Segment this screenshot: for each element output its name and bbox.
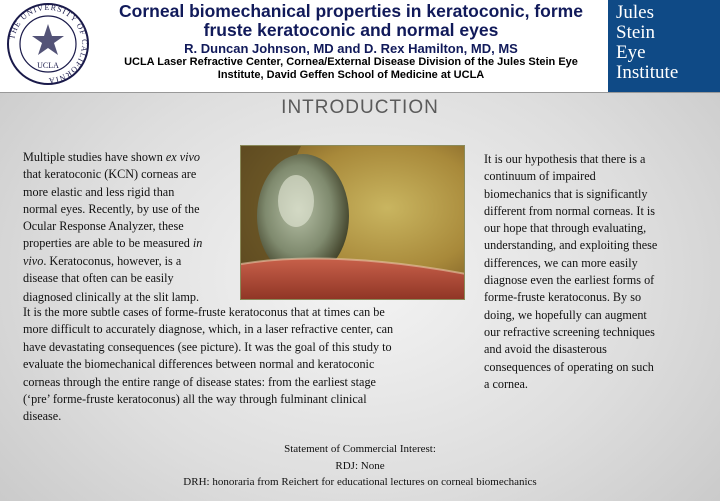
intro-text-line	[23, 253, 202, 270]
hypothesis-text-line: biomechanics that is significantly	[484, 186, 648, 201]
poster-title-line-2: fruste keratoconic and normal eyes	[203, 20, 499, 40]
intro-text-line	[23, 218, 202, 235]
text-span: disease that often can be easily	[23, 271, 174, 286]
poster-title-line-1: Corneal biomechanical properties in keratoconic, forme	[119, 1, 583, 21]
hypothesis-text-line: forme-fruste keratoconus. By so	[484, 290, 642, 305]
hypothesis-text-line: It is our hypothesis that there is a	[484, 152, 646, 166]
italic-term: vivo	[23, 253, 44, 268]
hypothesis-text-line: doing, we hopefully can augment	[484, 307, 647, 322]
title-block	[96, 2, 606, 82]
hypothesis-text-line: our refractive screening techniques	[484, 324, 655, 339]
poster-header	[0, 0, 720, 93]
intro-text-line	[23, 149, 202, 166]
italic-term: ex vivo	[165, 150, 201, 164]
text-span: more elastic and less rigid than	[23, 184, 175, 199]
intro-text-line	[23, 270, 202, 287]
statement-line-1: RDJ: None	[335, 459, 385, 472]
jsei-logo-line: Eye	[616, 42, 646, 63]
hypothesis-text-line: consequences of operating on such	[484, 359, 654, 374]
intro-text-line	[23, 235, 202, 252]
intro-left-column	[23, 149, 202, 308]
keratoconus-eye-photo	[240, 145, 465, 300]
text-span: Ocular Response Analyzer, these	[23, 219, 184, 234]
jsei-logo-line: Jules	[616, 2, 654, 23]
intro-wide-line: (‘pre’ forme-fruste keratoconus) all the way through fulminant clinical	[23, 392, 367, 407]
intro-wide-line: corneas through the entire range of disease states: from the earliest stage	[23, 374, 376, 389]
svg-text:THE UNIVERSITY OF CALIFORNIA: THE UNIVERSITY OF CALIFORNIA	[7, 2, 90, 86]
hypothesis-text-line: understanding, and exploiting these	[484, 238, 658, 253]
text-span: properties are able to be measured	[23, 236, 193, 251]
affiliation-line-2: Institute, David Geffen School of Medicine at UCLA	[217, 69, 485, 81]
hypothesis-right-column	[484, 151, 657, 393]
commercial-interest-statement	[0, 441, 720, 491]
svg-text:UCLA: UCLA	[37, 61, 59, 70]
hypothesis-text-line: differences, we can more easily	[484, 255, 638, 270]
intro-wide-line: have devastating consequences (see picture). It was the goal of this study to	[23, 339, 392, 354]
intro-text-line	[23, 166, 202, 183]
intro-wide-line: evaluate the biomechanical differences between normal and keratoconic	[23, 357, 375, 372]
italic-term: in	[192, 236, 203, 251]
hypothesis-text-line: diagnose even the earliest forms of	[484, 273, 655, 288]
intro-wide-line: more difficult to accurately diagnose, which, in a laser refractive center, can	[23, 322, 394, 337]
hypothesis-text-line: different from normal corneas. It is	[484, 203, 656, 218]
hypothesis-text-line: a cornea.	[484, 376, 528, 391]
hypothesis-text-line: continuum of impaired	[484, 169, 596, 184]
affiliation-line-1: UCLA Laser Refractive Center, Cornea/External Disease Division of the Jules Stein Eye	[124, 56, 578, 68]
intro-wide-line: disease.	[23, 409, 62, 424]
text-span: normal eyes. Recently, by use of the	[23, 201, 200, 216]
text-span: . Keratoconus, however, is a	[43, 253, 182, 268]
intro-text-line	[23, 184, 202, 201]
jules-stein-eye-institute-logo	[608, 0, 720, 92]
uc-seal-logo	[6, 2, 90, 86]
jsei-logo-line: Institute	[616, 62, 679, 83]
intro-wide-line: It is the more subtle cases of forme-fruste keratoconus that at times can be	[23, 305, 385, 319]
authors: R. Duncan Johnson, MD and D. Rex Hamilton, MD, MS	[184, 41, 518, 56]
text-span: diagnosed clinically at the slit lamp.	[23, 290, 199, 305]
jsei-logo-line: Stein	[616, 22, 656, 43]
hypothesis-text-line: our hope that through evaluating,	[484, 221, 647, 236]
text-span: Multiple studies have shown	[23, 150, 166, 164]
hypothesis-text-line: and avoid the disasterous	[484, 342, 607, 357]
text-span: that keratoconic (KCN) corneas are	[23, 167, 197, 182]
intro-text-line	[23, 201, 202, 218]
section-title: INTRODUCTION	[281, 97, 439, 118]
statement-line-2: DRH: honoraria from Reichert for educational lectures on corneal biomechanics	[183, 476, 537, 488]
statement-heading: Statement of Commercial Interest:	[284, 443, 436, 455]
intro-wide-text	[23, 304, 393, 426]
